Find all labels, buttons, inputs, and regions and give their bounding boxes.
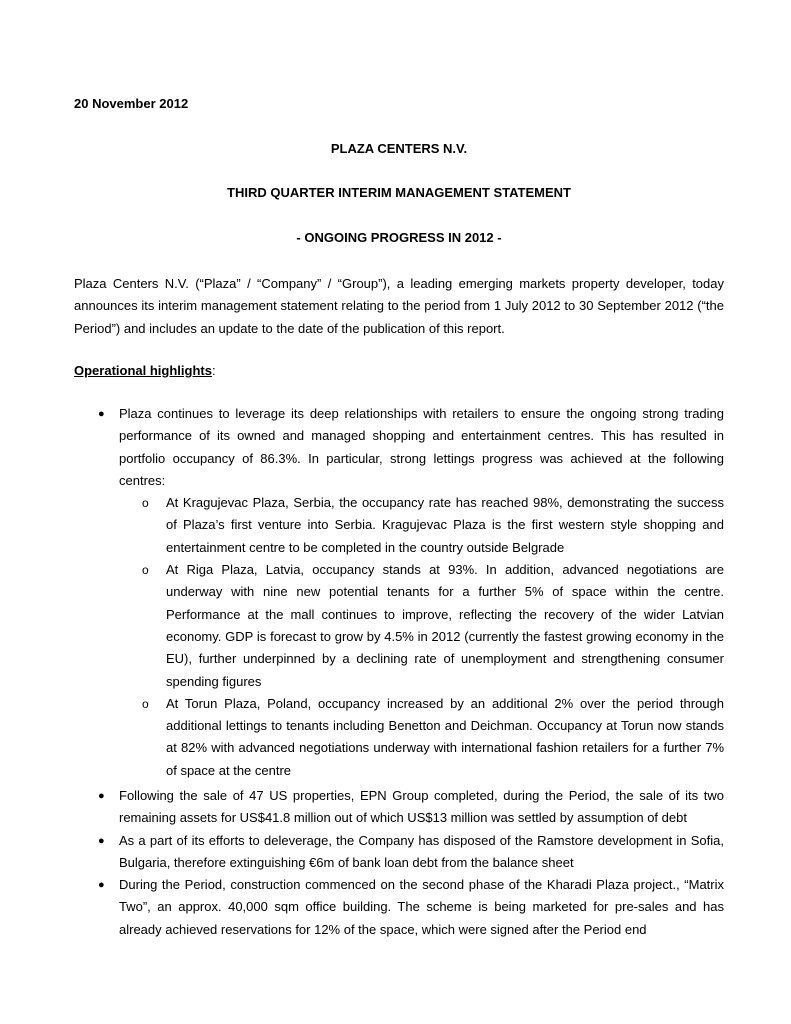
sub-list-item — [74, 693, 724, 782]
bullet-icon: ● — [98, 834, 105, 847]
sub-list — [119, 492, 724, 782]
statement-tagline: - ONGOING PROGRESS IN 2012 - — [296, 230, 502, 245]
list-item-text: As a part of its efforts to deleverage, the Company has disposed of the Ramstore development in Sofia, Bulgaria, therefore extinguishing €6m of bank loan debt from the balance sheet — [119, 832, 724, 870]
highlights-list-primary — [74, 403, 724, 782]
list-item-text: Plaza continues to leverage its deep relationships with retailers to ensure the ongoing strong trading performance of its owned and managed shopping and entertainment centres. This has resulted in portfolio occupancy of 86.3%. In particular, strong lettings progress was achieved at the following centres: — [119, 406, 724, 488]
highlights-list-secondary — [74, 785, 724, 941]
bullet-icon: ● — [98, 879, 105, 892]
list-item — [74, 785, 724, 830]
sub-list-item — [74, 492, 724, 559]
sub-bullet-icon: o — [142, 696, 149, 711]
list-item-text: Following the sale of 47 US properties, EPN Group completed, during the Period, the sale of its two remaining assets for US$41.8 million out of which US$13 million was settled by assumption of debt — [119, 788, 724, 826]
company-name: PLAZA CENTERS N.V. — [330, 141, 468, 156]
section-heading — [74, 363, 216, 378]
intro-paragraph: Plaza Centers N.V. (“Plaza” / “Company” / “Group”), a leading emerging markets property developer, today announces its interim management statement relating to the period from 1 July 2012 to 30 September 2012 (“the Period”) and includes an update to the date of the publication of this report. — [74, 276, 724, 336]
statement-title: THIRD QUARTER INTERIM MANAGEMENT STATEMENT — [227, 185, 571, 200]
sub-list-item-text: At Torun Plaza, Poland, occupancy increased by an additional 2% over the period through additional lettings to tenants including Benetton and Deichman. Occupancy at Torun now stands at 82% with advanced negotiations underway with international fashion retailers for a further 7% of space at the centre — [166, 695, 724, 778]
sub-list-item-text: At Riga Plaza, Latvia, occupancy stands at 93%. In addition, advanced negotiations are underway with nine new potential tenants for a further 5% of space within the centre. Performance at the mall continues to improve, reflecting the recovery of the wider Latvian economy. GDP is forecast to grow by 4.5% in 2012 (currently the fastest growing economy in the EU), further underpinned by a declining rate of unemployment and strengthening consumer spending figures — [166, 562, 724, 689]
sub-bullet-icon: o — [142, 496, 149, 511]
list-item-text: During the Period, construction commenced on the second phase of the Kharadi Plaza project., “Matrix Two”, an approx. 40,000 sqm office building. The scheme is being marketed for pre-sales and has already achieved reservations for 12% of the space, which were signed after the Period end — [119, 877, 724, 937]
section-heading-text: Operational highlights — [74, 363, 212, 378]
sub-bullet-icon: o — [142, 563, 149, 578]
document-date: 20 November 2012 — [74, 96, 189, 111]
bullet-icon: ● — [98, 408, 105, 420]
sub-list-item — [74, 559, 724, 693]
list-item — [74, 403, 724, 782]
sub-list-item-text: At Kragujevac Plaza, Serbia, the occupancy rate has reached 98%, demonstrating the success of Plaza’s first venture into Serbia. Kragujevac Plaza is the first western style shopping and entertainment centre to be completed in the country outside Belgrade — [166, 495, 724, 555]
list-item — [74, 874, 724, 941]
bullet-icon: ● — [98, 790, 105, 802]
section-heading-colon: : — [211, 363, 216, 378]
list-item — [74, 830, 724, 875]
